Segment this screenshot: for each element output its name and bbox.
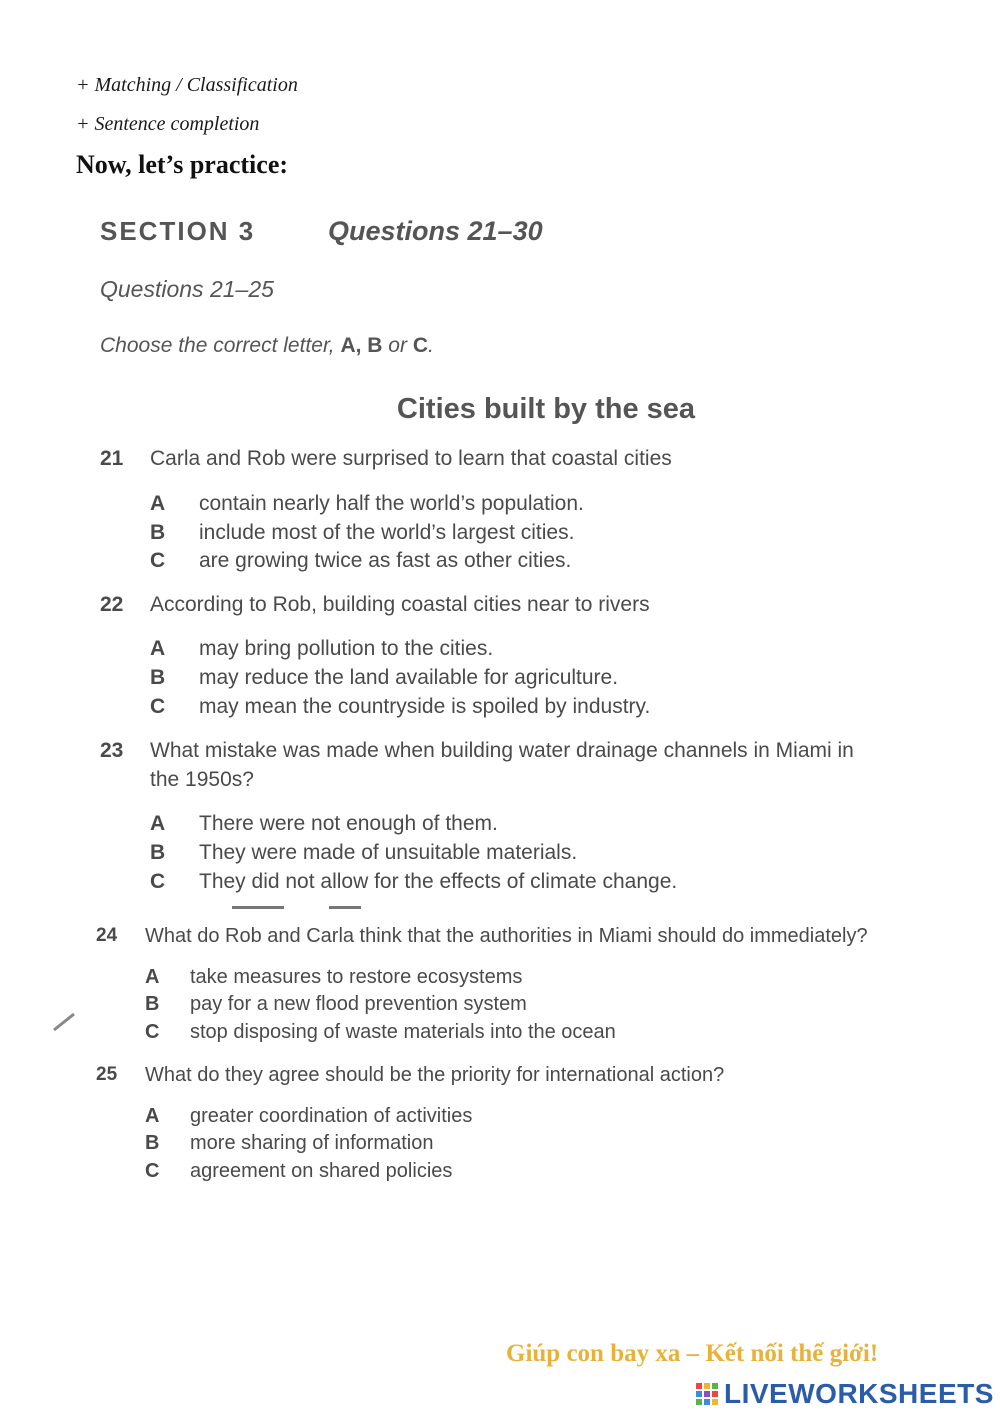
instruction-end: . xyxy=(427,334,434,357)
question-text: What do they agree should be the priority for international action? xyxy=(145,1064,725,1086)
option-letter[interactable]: B xyxy=(150,666,166,689)
question-number: 25 xyxy=(96,1064,118,1085)
passage-title: Cities built by the sea xyxy=(396,393,696,425)
option-text[interactable]: are growing twice as fast as other cities. xyxy=(199,549,572,572)
option-letter[interactable]: C xyxy=(145,1021,160,1043)
bullet-sentence-completion: + Sentence completion xyxy=(76,113,260,135)
option-text[interactable]: may bring pollution to the cities. xyxy=(199,637,494,660)
practice-heading: Now, let’s practice: xyxy=(76,150,289,179)
option-text[interactable]: pay for a new flood prevention system xyxy=(190,993,527,1015)
option-letter[interactable]: A xyxy=(145,1105,160,1127)
question-number: 22 xyxy=(100,593,124,616)
option-letter[interactable]: C xyxy=(150,695,166,718)
option-text[interactable]: contain nearly half the world’s population. xyxy=(199,492,584,515)
section-label: SECTION 3 xyxy=(100,216,256,246)
option-text[interactable]: There were not enough of them. xyxy=(199,812,498,835)
question-number: 21 xyxy=(100,447,124,470)
question-text: What do Rob and Carla think that the authorities in Miami should do immediately? xyxy=(145,925,868,947)
option-text[interactable]: agreement on shared policies xyxy=(190,1160,453,1182)
option-letter[interactable]: B xyxy=(150,841,166,864)
option-letter[interactable]: C xyxy=(145,1160,160,1182)
option-letter[interactable]: A xyxy=(150,637,166,660)
question-number: 24 xyxy=(96,925,118,946)
question-text: Carla and Rob were surprised to learn that coastal cities xyxy=(150,447,672,470)
instruction-letters: A, B xyxy=(340,334,383,357)
option-letter[interactable]: A xyxy=(150,812,166,835)
question-text: According to Rob, building coastal cities near to rivers xyxy=(150,593,650,616)
option-letter[interactable]: C xyxy=(150,549,166,572)
footer-slogan: Giúp con bay xa – Kết nối thế giới! xyxy=(506,1340,879,1367)
option-letter[interactable]: B xyxy=(145,1132,160,1154)
logo-text: LIVEWORKSHEETS xyxy=(724,1378,994,1409)
bullet-matching: + Matching / Classification xyxy=(76,74,298,96)
question-text-line2: the 1950s? xyxy=(150,768,254,791)
option-text[interactable]: stop disposing of waste materials into the ocean xyxy=(190,1021,616,1043)
questions-range: Questions 21–30 xyxy=(328,216,543,246)
option-letter[interactable]: C xyxy=(150,870,166,893)
option-text[interactable]: may reduce the land available for agriculture. xyxy=(199,666,619,689)
pen-mark xyxy=(52,1010,76,1032)
instruction-last-letter: C xyxy=(412,334,428,357)
option-letter[interactable]: A xyxy=(150,492,166,515)
sub-range: Questions 21–25 xyxy=(100,276,274,302)
option-text[interactable]: include most of the world’s largest cities. xyxy=(199,521,575,544)
option-text[interactable]: They were made of unsuitable materials. xyxy=(199,841,578,864)
option-text[interactable]: more sharing of information xyxy=(190,1132,434,1154)
logo-grid-icon xyxy=(696,1383,718,1405)
option-text[interactable]: take measures to restore ecosystems xyxy=(190,966,523,988)
instruction-or: or xyxy=(382,334,413,357)
question-text-line1: What mistake was made when building water drainage channels in Miami in xyxy=(150,739,854,762)
question-number: 23 xyxy=(100,739,124,762)
option-letter[interactable]: B xyxy=(145,993,160,1015)
option-text[interactable]: They did not allow for the effects of climate change. xyxy=(199,870,678,893)
instruction-prefix: Choose the correct letter, xyxy=(100,334,341,357)
scan-mark xyxy=(329,906,361,909)
instruction xyxy=(100,334,434,358)
option-letter[interactable]: B xyxy=(150,521,166,544)
scan-mark xyxy=(232,906,284,909)
option-letter[interactable]: A xyxy=(145,966,160,988)
option-text[interactable]: greater coordination of activities xyxy=(190,1105,473,1127)
option-text[interactable]: may mean the countryside is spoiled by industry. xyxy=(199,695,651,718)
